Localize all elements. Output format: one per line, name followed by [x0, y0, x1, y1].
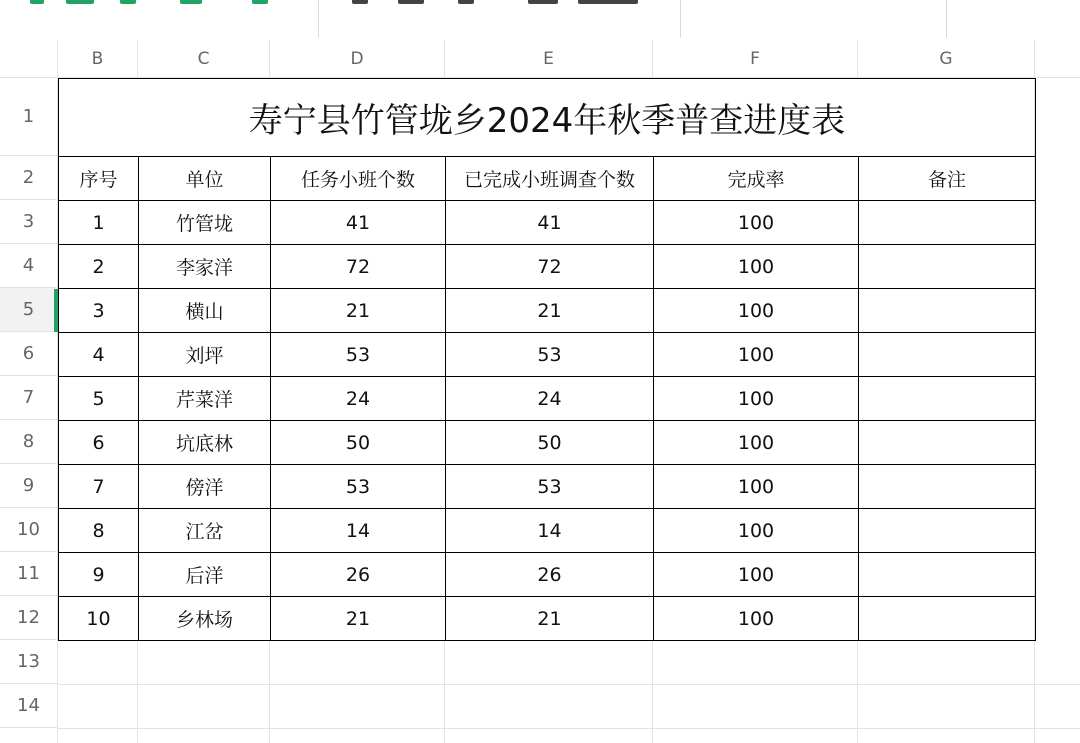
- row-header-3[interactable]: 3: [0, 200, 58, 244]
- toolbar-segment[interactable]: [318, 0, 681, 38]
- column-header-h[interactable]: [1035, 40, 1080, 78]
- table-row: [59, 201, 1036, 245]
- row-header-15[interactable]: [0, 728, 58, 743]
- cropped-text-fragment: [66, 0, 94, 4]
- row-header-9[interactable]: 9: [0, 464, 58, 508]
- cell[interactable]: [859, 245, 1036, 289]
- cell[interactable]: 江岔: [139, 509, 271, 553]
- cell[interactable]: 53: [271, 465, 446, 509]
- cell[interactable]: 21: [446, 597, 654, 641]
- cell[interactable]: 乡林场: [139, 597, 271, 641]
- row-header-12[interactable]: 12: [0, 596, 58, 640]
- cell[interactable]: 24: [446, 377, 654, 421]
- select-all-corner[interactable]: [0, 40, 58, 78]
- cell[interactable]: 53: [446, 465, 654, 509]
- cropped-text-fragment: [30, 0, 44, 4]
- toolbar-segment[interactable]: [946, 0, 1080, 38]
- progress-table: [58, 78, 1036, 641]
- cell[interactable]: 41: [446, 201, 654, 245]
- column-header-g[interactable]: G: [858, 40, 1035, 78]
- cell[interactable]: [859, 509, 1036, 553]
- cell[interactable]: 100: [654, 245, 859, 289]
- cell[interactable]: 50: [271, 421, 446, 465]
- cell[interactable]: 41: [271, 201, 446, 245]
- table-row: [59, 333, 1036, 377]
- row-header-5[interactable]: 5: [0, 288, 58, 332]
- row-header-1[interactable]: 1: [0, 78, 58, 156]
- toolbar-segment[interactable]: [0, 0, 319, 38]
- header-cell-unit[interactable]: 单位: [139, 157, 271, 201]
- gridline: [58, 684, 1080, 685]
- column-header-b[interactable]: B: [58, 40, 138, 78]
- cell[interactable]: 53: [446, 333, 654, 377]
- table-row: [59, 377, 1036, 421]
- cell[interactable]: 刘坪: [139, 333, 271, 377]
- gridline: [58, 728, 1080, 729]
- cell[interactable]: 5: [59, 377, 139, 421]
- row-header-11[interactable]: 11: [0, 552, 58, 596]
- cell[interactable]: [859, 333, 1036, 377]
- cell[interactable]: 7: [59, 465, 139, 509]
- cell[interactable]: 100: [654, 377, 859, 421]
- cell[interactable]: 1: [59, 201, 139, 245]
- cell[interactable]: [859, 553, 1036, 597]
- cell[interactable]: 100: [654, 509, 859, 553]
- cell[interactable]: 9: [59, 553, 139, 597]
- table-row: [59, 509, 1036, 553]
- cell[interactable]: 100: [654, 597, 859, 641]
- cell[interactable]: 8: [59, 509, 139, 553]
- cell[interactable]: 李家洋: [139, 245, 271, 289]
- cell[interactable]: 14: [446, 509, 654, 553]
- cell[interactable]: [859, 289, 1036, 333]
- column-header-d[interactable]: D: [270, 40, 445, 78]
- cell[interactable]: [859, 421, 1036, 465]
- cell[interactable]: 2: [59, 245, 139, 289]
- cell[interactable]: [859, 377, 1036, 421]
- cropped-text-fragment: [398, 0, 424, 4]
- cell[interactable]: 53: [271, 333, 446, 377]
- table-row: [59, 421, 1036, 465]
- cell[interactable]: 横山: [139, 289, 271, 333]
- cell[interactable]: 竹管垅: [139, 201, 271, 245]
- column-header-f[interactable]: F: [653, 40, 858, 78]
- cell[interactable]: [859, 597, 1036, 641]
- toolbar-strip: [0, 0, 1080, 41]
- header-cell-index[interactable]: 序号: [59, 157, 139, 201]
- cell[interactable]: 24: [271, 377, 446, 421]
- cropped-text-fragment: [528, 0, 558, 4]
- cell[interactable]: 21: [446, 289, 654, 333]
- table-row: [59, 289, 1036, 333]
- cell[interactable]: 26: [446, 553, 654, 597]
- header-cell-remarks[interactable]: 备注: [859, 157, 1036, 201]
- cell[interactable]: 50: [446, 421, 654, 465]
- cell[interactable]: [859, 201, 1036, 245]
- cell[interactable]: 26: [271, 553, 446, 597]
- header-cell-completion-rate[interactable]: 完成率: [654, 157, 859, 201]
- row-header-4[interactable]: 4: [0, 244, 58, 288]
- cell[interactable]: 傍洋: [139, 465, 271, 509]
- table-row: [59, 597, 1036, 641]
- cell[interactable]: 100: [654, 465, 859, 509]
- row-header-14[interactable]: 14: [0, 684, 58, 728]
- cell[interactable]: 100: [654, 201, 859, 245]
- row-header-8[interactable]: 8: [0, 420, 58, 464]
- cropped-text-fragment: [252, 0, 268, 4]
- cropped-text-fragment: [180, 0, 202, 4]
- table-row: [59, 553, 1036, 597]
- cell[interactable]: 3: [59, 289, 139, 333]
- cell[interactable]: 14: [271, 509, 446, 553]
- row-header-7[interactable]: 7: [0, 376, 58, 420]
- cell[interactable]: 后洋: [139, 553, 271, 597]
- cropped-text-fragment: [578, 0, 638, 4]
- cell[interactable]: 21: [271, 289, 446, 333]
- cropped-text-fragment: [120, 0, 136, 4]
- cell[interactable]: 4: [59, 333, 139, 377]
- cell[interactable]: [859, 465, 1036, 509]
- cell[interactable]: 21: [271, 597, 446, 641]
- row-header-13[interactable]: 13: [0, 640, 58, 684]
- row-header-6[interactable]: 6: [0, 332, 58, 376]
- sheet-title-cell[interactable]: 寿宁县竹管垅乡2024年秋季普查进度表: [59, 79, 1036, 157]
- cell[interactable]: 72: [271, 245, 446, 289]
- cell[interactable]: 100: [654, 553, 859, 597]
- cell[interactable]: 100: [654, 333, 859, 377]
- cropped-text-fragment: [352, 0, 368, 4]
- header-cell-task-count[interactable]: 任务小班个数: [271, 157, 446, 201]
- cell[interactable]: 芹菜洋: [139, 377, 271, 421]
- header-cell-completed-count[interactable]: 已完成小班调查个数: [446, 157, 654, 201]
- table-row: [59, 245, 1036, 289]
- cell[interactable]: 72: [446, 245, 654, 289]
- toolbar-segment[interactable]: [680, 0, 947, 38]
- cell[interactable]: 6: [59, 421, 139, 465]
- table-row: [59, 465, 1036, 509]
- cell[interactable]: 100: [654, 421, 859, 465]
- cropped-text-fragment: [458, 0, 474, 4]
- column-header-c[interactable]: C: [138, 40, 270, 78]
- row-header-10[interactable]: 10: [0, 508, 58, 552]
- cell[interactable]: 坑底林: [139, 421, 271, 465]
- cell[interactable]: 10: [59, 597, 139, 641]
- column-header-e[interactable]: E: [445, 40, 653, 78]
- row-header-2[interactable]: 2: [0, 156, 58, 200]
- cell[interactable]: 100: [654, 289, 859, 333]
